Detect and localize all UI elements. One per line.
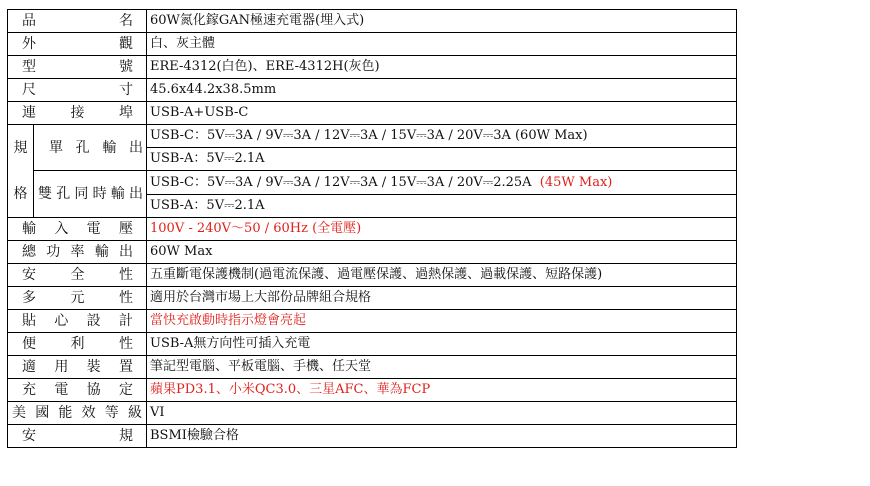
value-input: 100V - 240V～50 / 60Hz (全電壓) [147, 218, 737, 241]
label-versatility: 多元性 [8, 287, 147, 310]
value-name: 60W氮化鎵GAN極速充電器(埋入式) [147, 10, 737, 33]
label-single-output: 單孔輸出 [34, 125, 147, 171]
label-name: 品名 [8, 10, 147, 33]
row-design [8, 310, 737, 333]
value-regulation: BSMI檢驗合格 [147, 425, 737, 448]
value-convenience: USB-A無方向性可插入充電 [147, 333, 737, 356]
label-model: 型號 [8, 56, 147, 79]
row-devices [8, 356, 737, 379]
spec-group-label-1: 規 [13, 140, 28, 156]
row-name [8, 10, 737, 33]
value-safety: 五重斷電保護機制(過電流保護、過電壓保護、過熱保護、過載保護、短路保護) [147, 264, 737, 287]
label-efficiency: 美國能效等級 [8, 402, 147, 425]
value-efficiency: VI [147, 402, 737, 425]
label-appearance: 外觀 [8, 33, 147, 56]
value-single-usbc: USB-C：5V⎓3A / 9V⎓3A / 12V⎓3A / 15V⎓3A / 20V⎓3A (60W Max) [147, 125, 737, 148]
label-total-power: 總功率輸出 [8, 241, 147, 264]
row-versatility [8, 287, 737, 310]
label-size: 尺寸 [8, 79, 147, 102]
value-single-usba: USB-A：5V⎓2.1A [147, 148, 737, 171]
value-dual-usbc-max: (45W Max) [539, 174, 613, 190]
value-appearance: 白、灰主體 [147, 33, 737, 56]
value-total-power: 60W Max [147, 241, 737, 264]
value-devices: 筆記型電腦、平板電腦、手機、任天堂 [147, 356, 737, 379]
label-ports: 連接埠 [8, 102, 147, 125]
row-ports [8, 102, 737, 125]
spec-group-label [8, 125, 34, 218]
value-ports: USB-A+USB-C [147, 102, 737, 125]
spec-group-label-2: 格 [13, 186, 28, 202]
value-size: 45.6x44.2x38.5mm [147, 79, 737, 102]
spec-table [7, 9, 737, 448]
row-efficiency [8, 402, 737, 425]
row-convenience [8, 333, 737, 356]
value-model: ERE-4312(白色)、ERE-4312H(灰色) [147, 56, 737, 79]
value-versatility: 適用於台灣市場上大部份品牌組合規格 [147, 287, 737, 310]
row-protocol [8, 379, 737, 402]
label-protocol: 充電協定 [8, 379, 147, 402]
label-design: 貼心設計 [8, 310, 147, 333]
row-safety [8, 264, 737, 287]
label-regulation: 安規 [8, 425, 147, 448]
row-input [8, 218, 737, 241]
value-dual-usbc [147, 171, 737, 195]
row-size [8, 79, 737, 102]
row-appearance [8, 33, 737, 56]
row-spec-single-usbc [8, 125, 737, 148]
row-regulation [8, 425, 737, 448]
label-input: 輸入電壓 [8, 218, 147, 241]
label-dual-output: 雙孔同時輸出 [34, 171, 147, 218]
label-convenience: 便利性 [8, 333, 147, 356]
value-protocol: 蘋果PD3.1、小米QC3.0、三星AFC、華為FCP [147, 379, 737, 402]
value-dual-usba: USB-A：5V⎓2.1A [147, 195, 737, 218]
value-dual-usbc-text: USB-C：5V⎓3A / 9V⎓3A / 12V⎓3A / 15V⎓3A / 20V⎓2.25A [150, 174, 532, 190]
label-devices: 適用裝置 [8, 356, 147, 379]
value-design: 當快充啟動時指示燈會亮起 [147, 310, 737, 333]
row-spec-dual-usbc [8, 171, 737, 195]
label-safety: 安全性 [8, 264, 147, 287]
row-model [8, 56, 737, 79]
row-total-power [8, 241, 737, 264]
